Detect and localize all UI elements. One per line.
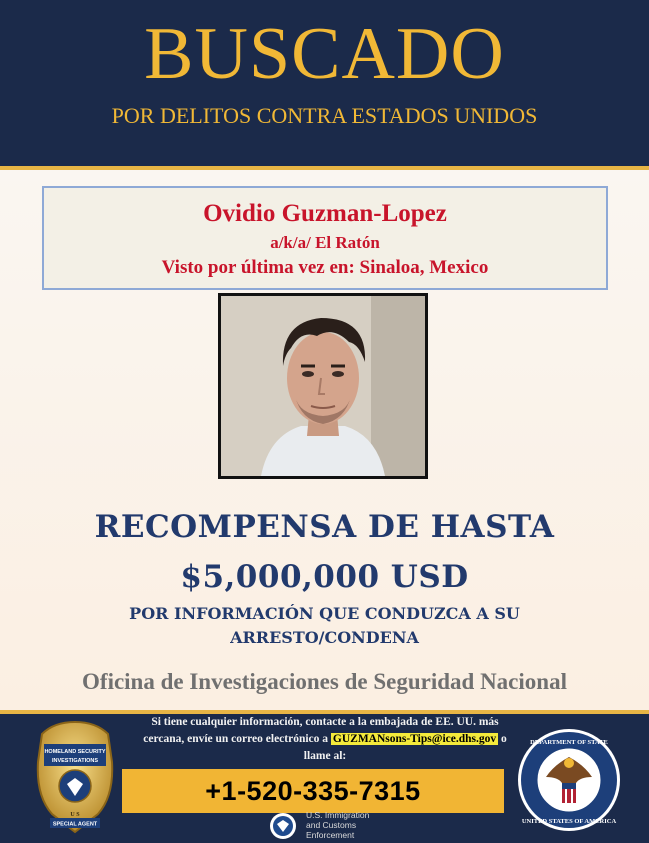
department-of-state-seal-icon (516, 727, 622, 833)
contact-instructions (118, 714, 532, 765)
seal-top-text: DEPARTMENT OF STATE (530, 739, 608, 746)
ice-line3: Enforcement (306, 830, 355, 840)
badge-letters: U S (70, 812, 80, 818)
badge-bottom-text: SPECIAL AGENT (52, 821, 98, 828)
contact-line2-prefix: cercana, envíe un correo electrónico a (143, 733, 329, 745)
dhs-seal-icon (269, 812, 297, 840)
last-seen-location: Visto por última vez en: Sinaloa, Mexico (161, 257, 489, 278)
agency-name: Oficina de Investigaciones de Seguridad Nacional (82, 669, 567, 694)
contact-line1: Si tiene cualquier información, contacte a la embajada de EE. UU. más (151, 716, 499, 728)
suspect-portrait-icon (221, 296, 425, 476)
reward-condition-line2: ARRESTO/CONDENA (230, 628, 419, 647)
header-banner (0, 0, 649, 166)
tips-email-link[interactable]: GUZMANsons-Tips@ice.dhs.gov (332, 733, 497, 745)
suspect-name: Ovidio Guzman-Lopez (203, 200, 447, 227)
poster-subtitle: POR DELITOS CONTRA ESTADOS UNIDOS (111, 103, 538, 128)
ice-line2: and Customs (306, 820, 357, 830)
reward-heading: RECOMPENSA DE HASTA (94, 509, 555, 545)
hsi-special-agent-badge-icon (34, 718, 116, 836)
seal-bottom-text: UNITED STATES OF AMERICA (521, 818, 617, 825)
contact-line3: llame al: (303, 750, 347, 762)
badge-top-text: HOMELAND SECURITY (44, 749, 106, 755)
suspect-info-box (42, 186, 608, 290)
ice-line1: U.S. Immigration (306, 810, 370, 820)
suspect-alias: a/k/a/ El Ratón (270, 233, 380, 252)
contact-line2 (118, 731, 532, 748)
tips-phone-number[interactable]: +1-520-335-7315 (122, 769, 504, 813)
reward-amount: $5,000,000 USD (180, 559, 469, 595)
poster-title: BUSCADO (144, 13, 505, 95)
reward-condition-line1: POR INFORMACIÓN QUE CONDUZCA A SU (129, 604, 520, 623)
badge-mid-text: INVESTIGATIONS (51, 758, 99, 764)
suspect-photo (221, 296, 425, 476)
suspect-photo-frame (218, 293, 428, 479)
contact-line2-suffix: o (501, 733, 507, 745)
ice-logo-text (306, 810, 369, 840)
